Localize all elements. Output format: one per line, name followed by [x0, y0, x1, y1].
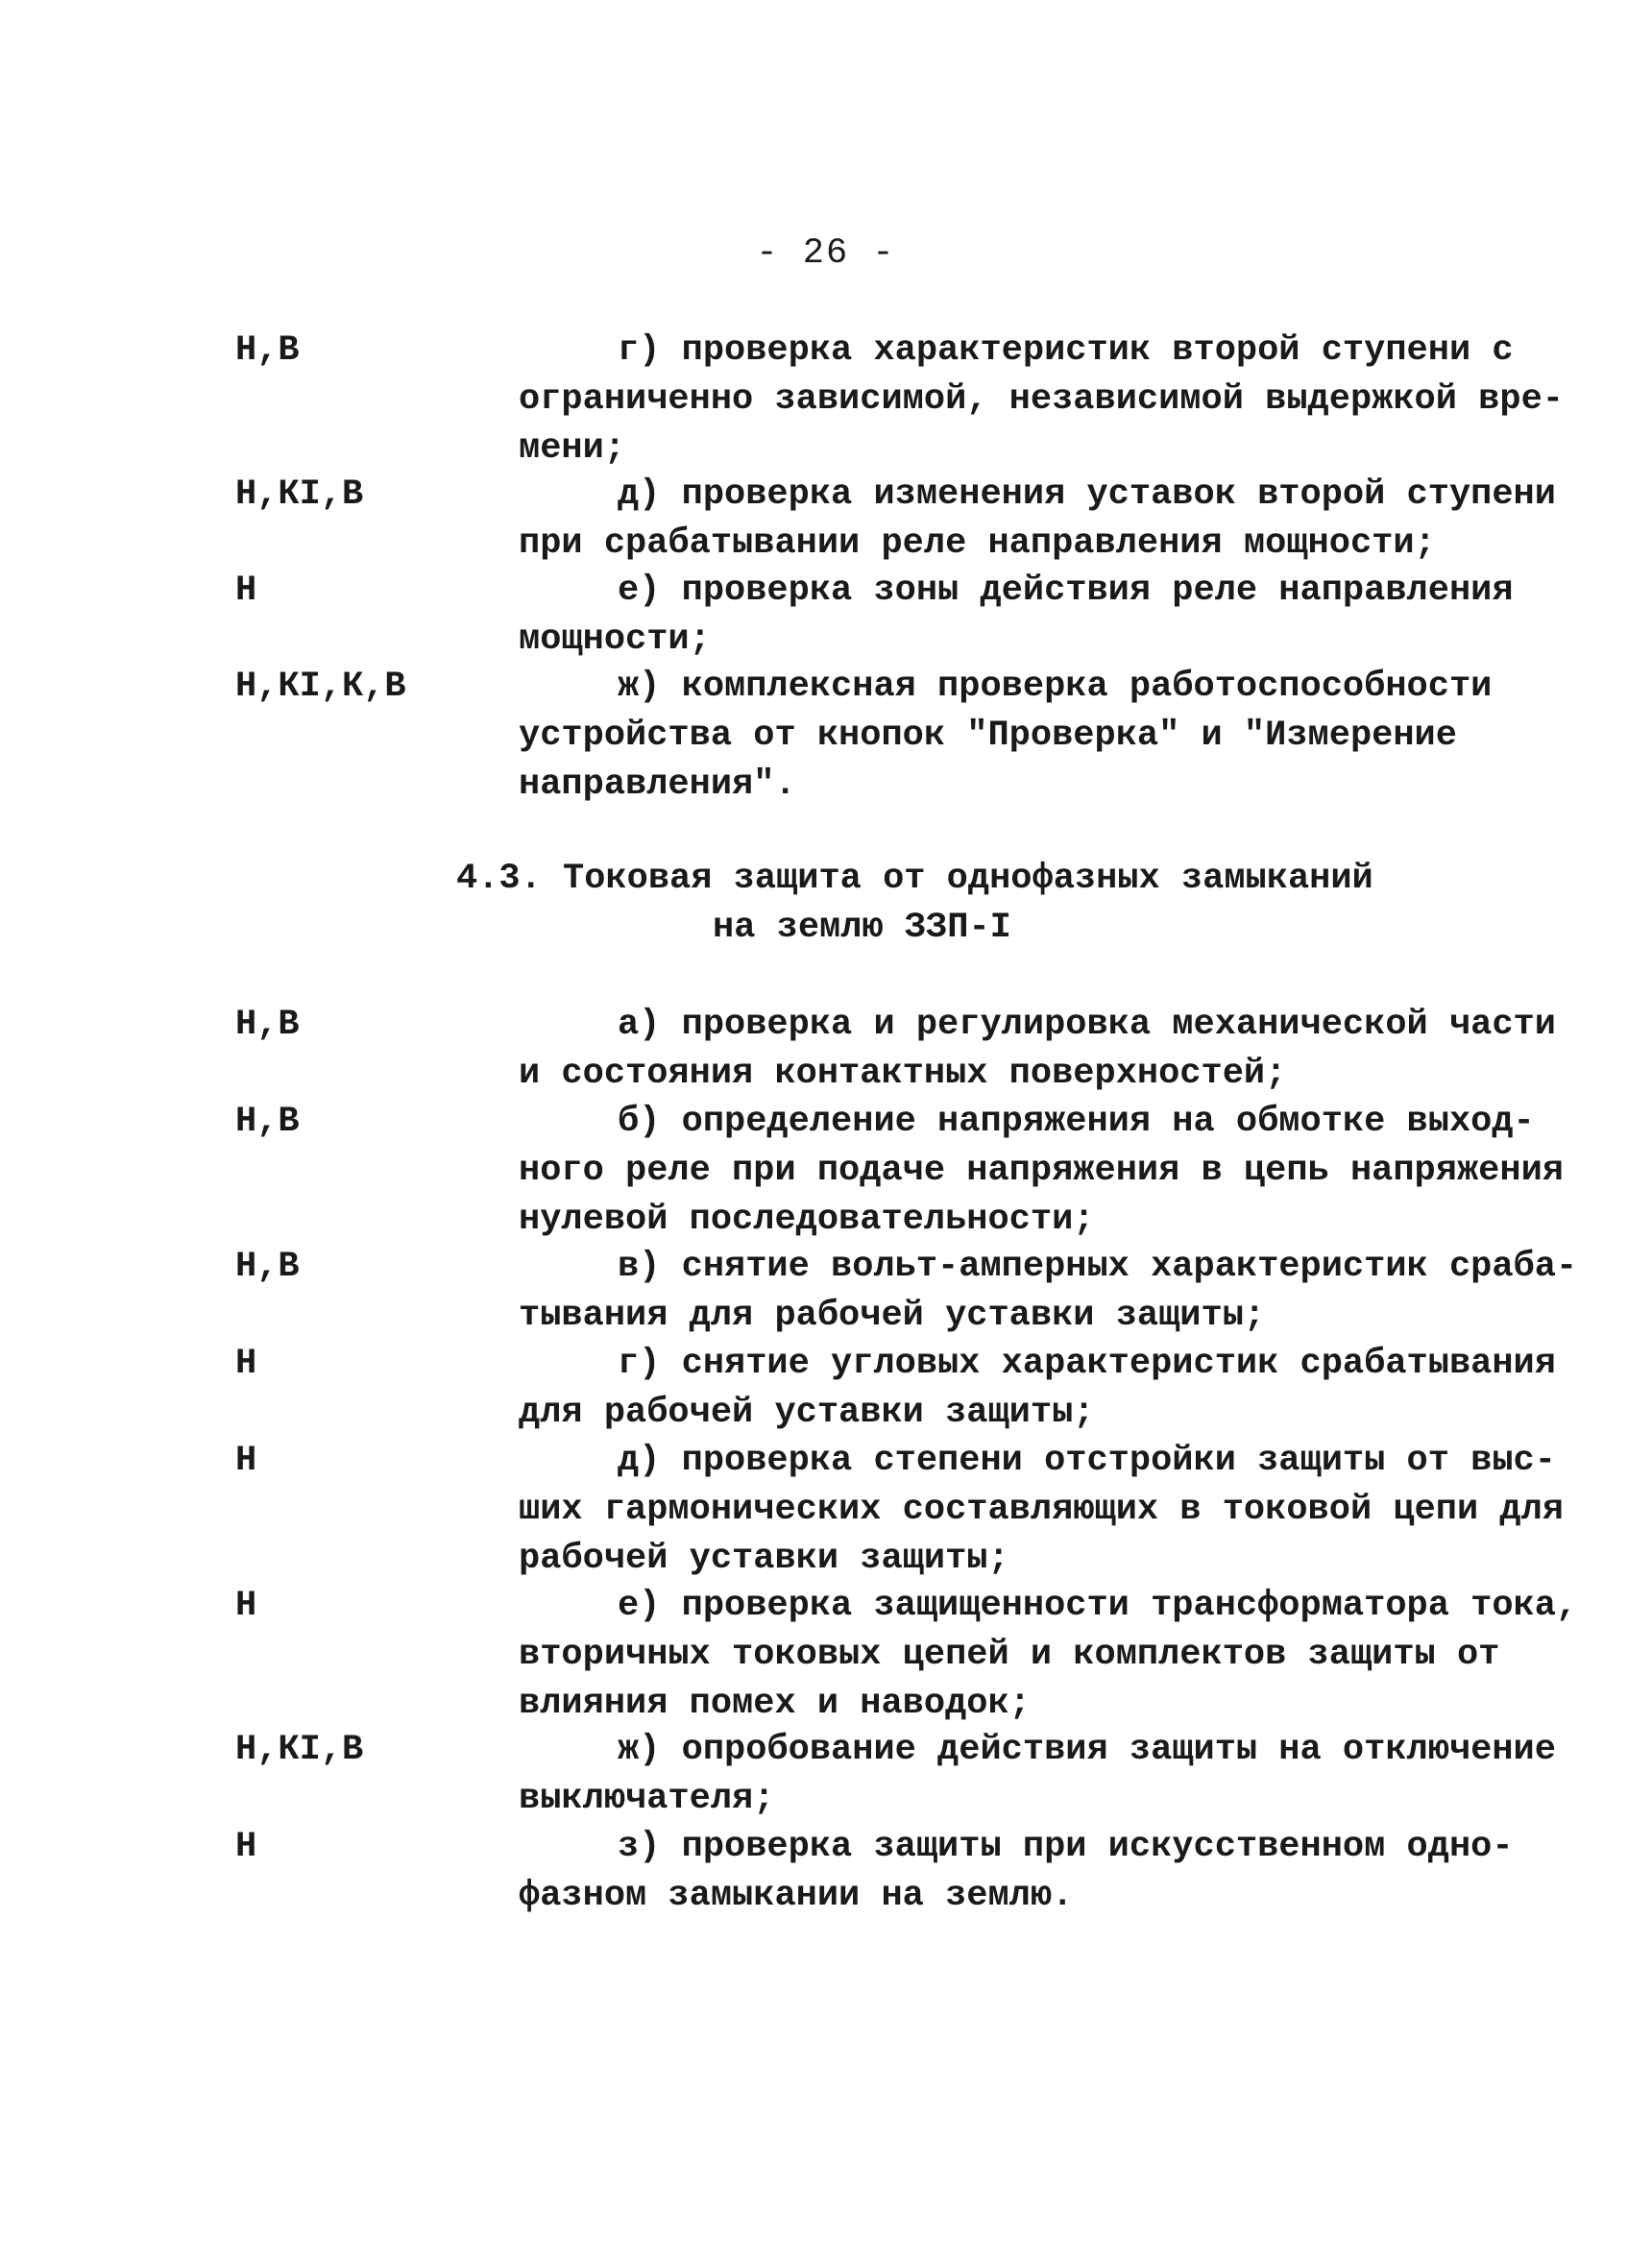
item-line: е) проверка защищенности трансформатора тока, [618, 1586, 1578, 1626]
item-code: Н,КI,В [235, 474, 364, 515]
item-code: Н,КI,К,В [235, 667, 406, 707]
item-code: Н,В [235, 330, 300, 371]
item-line: з) проверка защиты при искусственном одно- [618, 1827, 1514, 1867]
item-line: при срабатывании реле направления мощности; [519, 523, 1436, 564]
item-line: фазном замыкании на землю. [519, 1876, 1074, 1916]
item-line: нулевой последовательности; [519, 1200, 1095, 1240]
section-title: 4.3. Токовая защита от однофазных замыканий [456, 859, 1373, 899]
item-line: в) снятие вольт-амперных характеристик сраба- [618, 1247, 1578, 1287]
item-text [519, 471, 1556, 569]
item-line: б) определение напряжения на обмотке выход- [618, 1102, 1535, 1142]
item-text [519, 1340, 1556, 1438]
item-code: Н [235, 1586, 257, 1626]
item-line: д) проверка степени отстройки защиты от выс- [618, 1441, 1556, 1481]
item-line: ограниченно зависимой, независимой выдержкой вре- [519, 379, 1564, 420]
item-text [519, 567, 1514, 665]
item-code: Н [235, 1827, 257, 1867]
item-line: направления". [519, 765, 796, 805]
item-line: вторичных токовых цепей и комплектов защиты от [519, 1635, 1500, 1675]
item-text [519, 1437, 1564, 1584]
item-text [519, 327, 1564, 473]
item-line: а) проверка и регулировка механической части [618, 1005, 1556, 1045]
item-line: для рабочей уставки защиты; [519, 1393, 1095, 1433]
item-line: ших гармонических составляющих в токовой цепи для [519, 1490, 1564, 1530]
item-code: Н [235, 1344, 257, 1384]
item-text [519, 1726, 1556, 1824]
item-line: г) снятие угловых характеристик срабатывания [618, 1344, 1556, 1384]
item-line: ж) комплексная проверка работоспособности [618, 667, 1493, 707]
item-text [519, 1098, 1564, 1245]
item-line: рабочей уставки защиты; [519, 1539, 1009, 1579]
item-line: устройства от кнопок "Проверка" и "Измерение [519, 716, 1457, 756]
item-text [519, 1243, 1578, 1341]
item-line: г) проверка характеристик второй ступени с [618, 330, 1514, 371]
item-text [519, 1582, 1578, 1729]
item-line: влияния помех и наводок; [519, 1684, 1031, 1724]
section-subtitle: на землю ЗЗП-I [713, 908, 1011, 948]
item-code: Н,В [235, 1247, 300, 1287]
item-line: мощности; [519, 619, 711, 660]
item-line: е) проверка зоны действия реле направления [618, 571, 1514, 611]
page-number: - 26 - [756, 233, 896, 274]
item-text [519, 1823, 1514, 1921]
item-line: мени; [519, 428, 626, 469]
item-code: Н,КI,В [235, 1730, 364, 1770]
item-line: ного реле при подаче напряжения в цепь напряжения [519, 1151, 1564, 1191]
item-code: Н [235, 571, 257, 611]
item-code: Н,В [235, 1102, 300, 1142]
item-code: Н,В [235, 1005, 300, 1045]
item-text [519, 1001, 1556, 1099]
item-line: тывания для рабочей уставки защиты; [519, 1296, 1266, 1336]
item-line: и состояния контактных поверхностей; [519, 1054, 1287, 1094]
item-line: ж) опробование действия защиты на отключение [618, 1730, 1556, 1770]
item-line: выключателя; [519, 1779, 775, 1819]
item-code: Н [235, 1441, 257, 1481]
item-text [519, 663, 1498, 810]
item-line: д) проверка изменения уставок второй ступени [618, 474, 1556, 515]
